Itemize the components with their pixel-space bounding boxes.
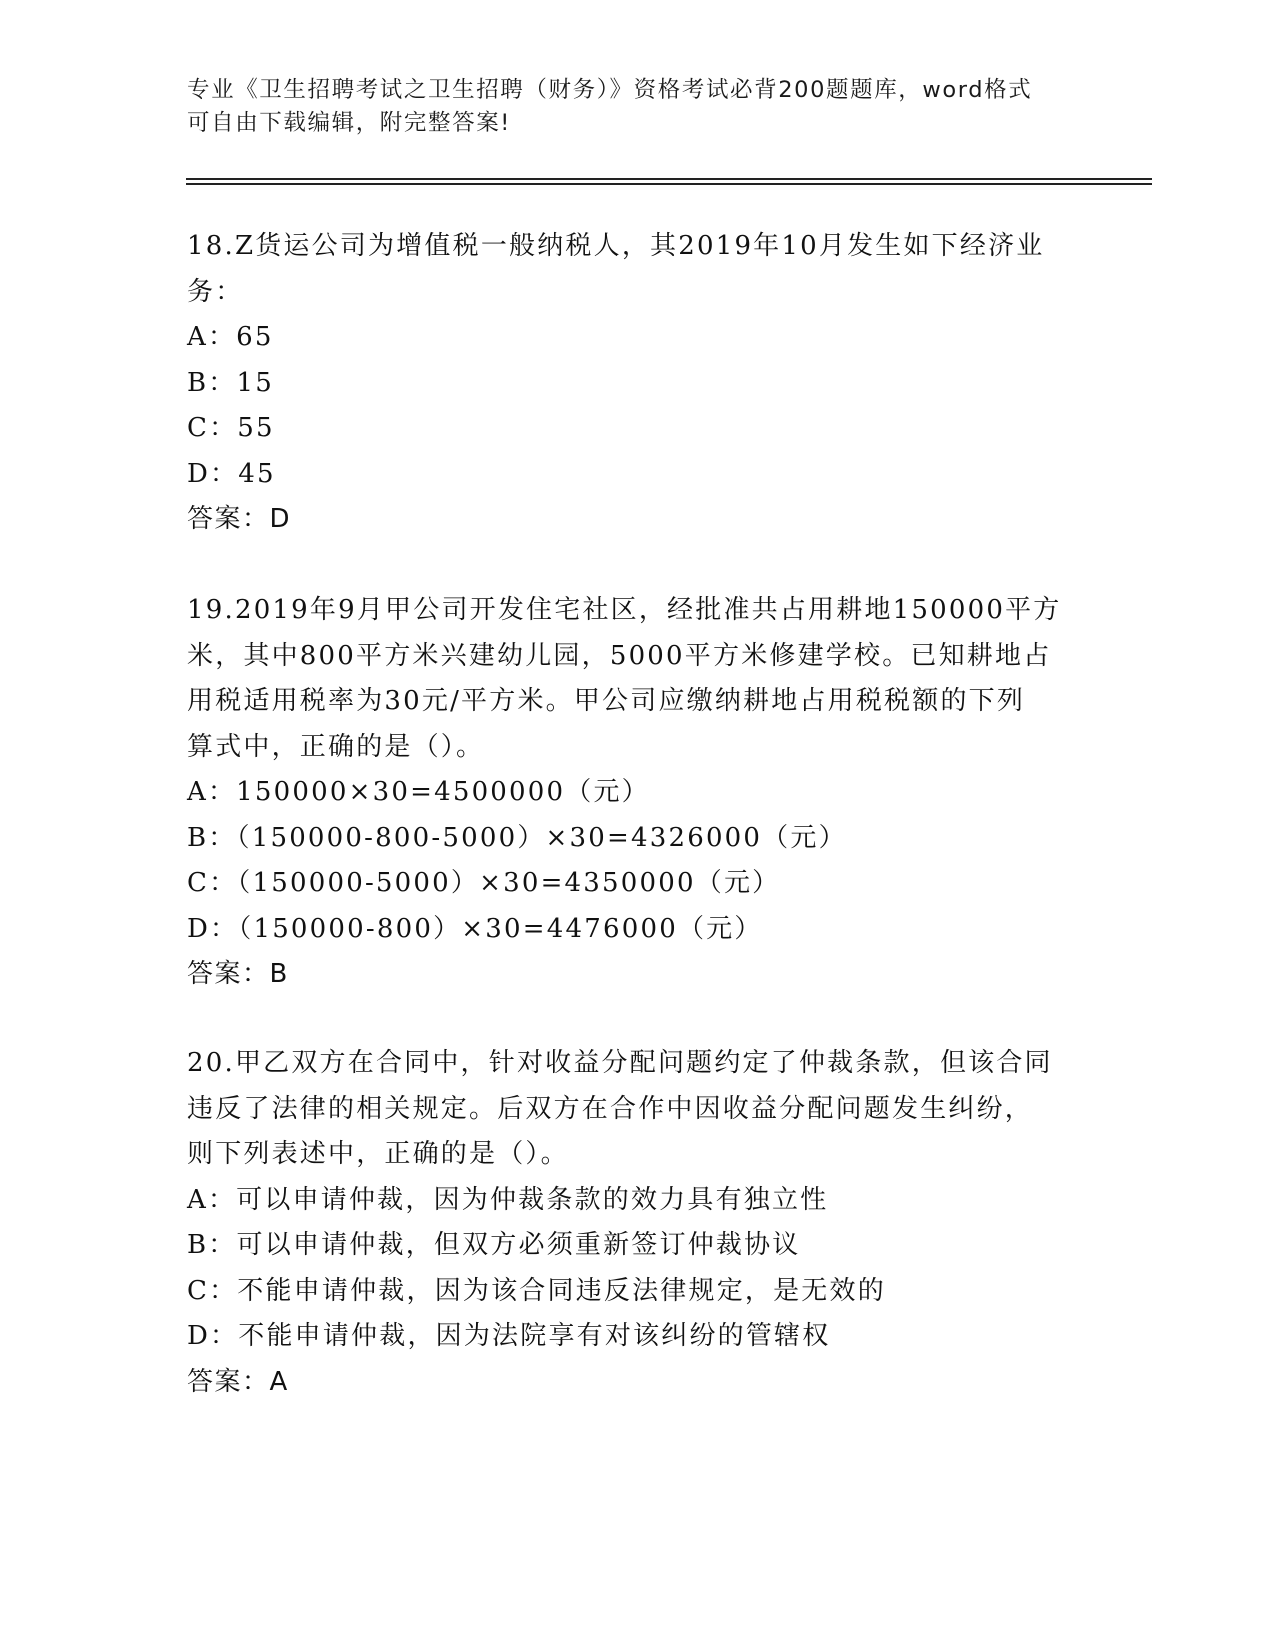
stem-line: 务：	[187, 276, 244, 307]
document-header	[187, 74, 1067, 140]
option-d: D：45	[187, 458, 276, 489]
question-20	[187, 1041, 1067, 1405]
stem-line: 违反了法律的相关规定。后双方在合作中因收益分配问题发生纠纷，	[187, 1093, 1034, 1124]
header-divider	[186, 183, 1152, 185]
header-line: 专业《卫生招聘考试之卫生招聘（财务）》资格考试必背200题题库，word格式	[187, 77, 1033, 103]
option-c: C：55	[187, 413, 275, 443]
stem-line: 算式中，正确的是（）。	[187, 731, 485, 762]
option-b: B：15	[187, 367, 274, 398]
option-d: D：不能申请仲裁，因为法院享有对该纠纷的管辖权	[187, 1321, 831, 1351]
stem-line: 用税适用税率为30元/平方米。甲公司应缴纳耕地占用税税额的下列	[187, 686, 1026, 716]
option-b: B：可以申请仲裁，但双方必须重新签订仲裁协议	[187, 1230, 801, 1260]
answer-line: 答案：B	[187, 959, 289, 989]
question-19	[187, 588, 1067, 998]
stem-line: 20.甲乙双方在合同中，针对收益分配问题约定了仲裁条款，但该合同	[187, 1048, 1053, 1078]
option-b: B：（150000-800-5000）×30=4326000（元）	[187, 822, 847, 853]
question-18	[187, 224, 1067, 543]
answer-line: 答案：A	[187, 1366, 289, 1397]
stem-line: 则下列表述中，正确的是（）。	[187, 1139, 569, 1169]
stem-line: 米，其中800平方米兴建幼儿园，5000平方米修建学校。已知耕地占	[187, 640, 1052, 671]
option-a: A：可以申请仲裁，因为仲裁条款的效力具有独立性	[187, 1184, 829, 1215]
question-stem	[187, 1041, 1067, 1178]
option-a: A：65	[187, 322, 274, 352]
answer-line: 答案：D	[187, 504, 292, 534]
stem-line: 19.2019年9月甲公司开发住宅社区，经批准共占用耕地150000平方	[187, 595, 1062, 625]
question-stem	[187, 224, 1067, 315]
header-divider	[186, 178, 1152, 180]
header-line: 可自由下载编辑，附完整答案!	[187, 110, 511, 136]
option-d: D：（150000-800）×30=4476000（元）	[187, 913, 763, 944]
option-a: A：150000×30=4500000（元）	[187, 777, 650, 807]
stem-line: 18.Z货运公司为增值税一般纳税人，其2019年10月发生如下经济业	[187, 231, 1045, 261]
option-c: C：不能申请仲裁，因为该合同违反法律规定，是无效的	[187, 1275, 886, 1306]
question-stem	[187, 588, 1067, 770]
option-c: C：（150000-5000）×30=4350000（元）	[187, 868, 781, 898]
